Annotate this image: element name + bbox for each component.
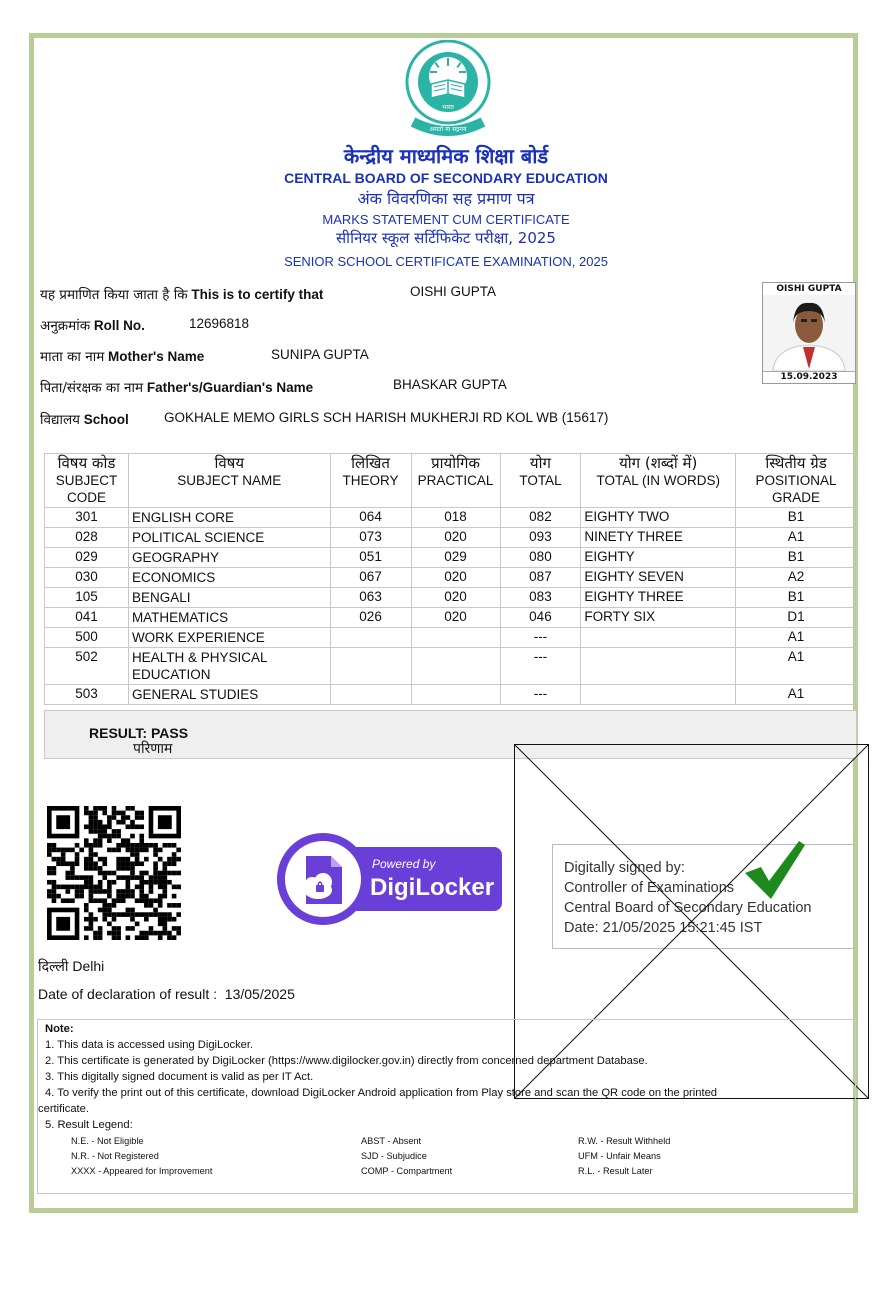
column-header: विषय कोड SUBJECT CODE (45, 454, 129, 508)
cell-name: GENERAL STUDIES (128, 685, 330, 705)
cell-practical: 029 (411, 548, 500, 568)
digilocker-name-text: DigiLocker (370, 874, 495, 901)
cell-words: EIGHTY SEVEN (581, 568, 736, 588)
legend-item: UFM - Unfair Means (578, 1151, 661, 1161)
column-header: विषय SUBJECT NAME (128, 454, 330, 508)
cell-total: 087 (500, 568, 581, 588)
school-label: विद्यालय School (40, 412, 129, 428)
cell-words: EIGHTY (581, 548, 736, 568)
cell-words (581, 685, 736, 705)
statement-title-english: MARKS STATEMENT CUM CERTIFICATE (322, 212, 570, 227)
result-text: परिणाम RESULT: PASS (89, 725, 189, 757)
table-row (45, 588, 857, 608)
roll-number: 12696818 (189, 316, 250, 331)
logo-hindi-text: भारत (442, 104, 454, 111)
note-item: 2. This certificate is generated by DigiLocker (https://www.digilocker.gov.in) directly from concerned department Database. (45, 1055, 648, 1067)
cell-practical: 018 (411, 508, 500, 528)
table-row (45, 608, 857, 628)
logo-motto: असतो मा सद्गमय (429, 126, 467, 133)
cell-grade: A1 (736, 648, 857, 685)
cell-name: ENGLISH CORE (128, 508, 330, 528)
cell-practical: 020 (411, 528, 500, 548)
cell-name: HEALTH & PHYSICAL EDUCATION (128, 648, 330, 685)
cell-practical: 020 (411, 608, 500, 628)
table-row (45, 648, 857, 685)
cell-code: 029 (45, 548, 129, 568)
cell-practical (411, 628, 500, 648)
note-item: 3. This digitally signed document is valid as per IT Act. (45, 1071, 314, 1083)
notes-box (37, 1019, 856, 1194)
cell-practical (411, 685, 500, 705)
roll-label: अनुक्रमांक Roll No. (40, 318, 145, 334)
father-label: पिता/संरक्षक का नाम Father's/Guardian's Name (40, 380, 314, 396)
cell-grade: D1 (736, 608, 857, 628)
photo-name: OISHI GUPTA (776, 284, 842, 294)
legend-item: R.L. - Result Later (578, 1166, 653, 1176)
signature-line-2: Controller of Examinations (564, 880, 735, 896)
cell-grade: A1 (736, 628, 857, 648)
cell-name: POLITICAL SCIENCE (128, 528, 330, 548)
cell-code: 500 (45, 628, 129, 648)
statement-title-hindi: अंक विवरणिका सह प्रमाण पत्र (357, 189, 535, 208)
cell-grade: B1 (736, 508, 857, 528)
cell-grade: A1 (736, 528, 857, 548)
cell-grade: A1 (736, 685, 857, 705)
cell-total: --- (500, 628, 581, 648)
column-header: योग TOTAL (500, 454, 581, 508)
column-header: लिखित THEORY (330, 454, 411, 508)
cell-grade: A2 (736, 568, 857, 588)
signature-line-4: Date: 21/05/2025 15:21:45 IST (564, 920, 763, 936)
signature-line-3: Central Board of Secondary Education (564, 900, 812, 916)
note-item: 4. To verify the print out of this certificate, download DigiLocker Android application from Play store and scan the QR code on the printed (45, 1087, 718, 1099)
table-row (45, 528, 857, 548)
exam-title-hindi: सीनियर स्कूल सर्टिफिकेट परीक्षा, 2025 (336, 229, 556, 247)
digilocker-powered-text: Powered by (372, 857, 436, 871)
cell-code: 041 (45, 608, 129, 628)
cell-practical (411, 648, 500, 685)
legend-item: ABST - Absent (361, 1136, 422, 1146)
legend-item: XXXX - Appeared for Improvement (71, 1166, 213, 1176)
cell-total: 080 (500, 548, 581, 568)
cell-code: 028 (45, 528, 129, 548)
school-name: GOKHALE MEMO GIRLS SCH HARISH MUKHERJI RD KOL WB (15617) (164, 410, 609, 425)
cell-total: 093 (500, 528, 581, 548)
cell-code: 030 (45, 568, 129, 588)
declaration-date: Date of declaration of result : 13/05/2025 (38, 986, 295, 1002)
cell-words: NINETY THREE (581, 528, 736, 548)
cell-name: GEOGRAPHY (128, 548, 330, 568)
qr-code-icon[interactable] (47, 806, 181, 940)
photo-date: 15.09.2023 (763, 371, 855, 382)
cell-name: WORK EXPERIENCE (128, 628, 330, 648)
cell-code: 105 (45, 588, 129, 608)
cell-theory (330, 685, 411, 705)
certify-label: यह प्रमाणित किया जाता है कि This is to certify that (40, 287, 324, 303)
legend-item: N.R. - Not Registered (71, 1151, 159, 1161)
cell-words (581, 648, 736, 685)
mother-name: SUNIPA GUPTA (271, 347, 369, 362)
cell-theory (330, 648, 411, 685)
table-row (45, 508, 857, 528)
legend-item: N.E. - Not Eligible (71, 1136, 144, 1146)
cell-theory: 051 (330, 548, 411, 568)
cell-theory: 026 (330, 608, 411, 628)
cell-code: 301 (45, 508, 129, 528)
cell-theory: 067 (330, 568, 411, 588)
table-row (45, 628, 857, 648)
cell-words: FORTY SIX (581, 608, 736, 628)
cell-words: EIGHTY TWO (581, 508, 736, 528)
note-item: 1. This data is accessed using DigiLocker. (45, 1039, 254, 1051)
cell-grade: B1 (736, 548, 857, 568)
cell-theory: 064 (330, 508, 411, 528)
cell-words: EIGHTY THREE (581, 588, 736, 608)
board-title-english: CENTRAL BOARD OF SECONDARY EDUCATION (284, 170, 608, 186)
cell-practical: 020 (411, 568, 500, 588)
mother-label: माता का नाम Mother's Name (40, 349, 205, 365)
note-item: 5. Result Legend: (45, 1119, 133, 1131)
board-title-hindi: केन्द्रीय माध्यमिक शिक्षा बोर्ड (343, 144, 549, 168)
cbse-logo-icon (403, 40, 493, 142)
cell-grade: B1 (736, 588, 857, 608)
place-label: दिल्ली Delhi (38, 958, 105, 975)
cell-total: --- (500, 648, 581, 685)
marks-table (44, 453, 857, 705)
signature-line-1: Digitally signed by: (564, 860, 685, 876)
legend-item: COMP - Compartment (361, 1166, 453, 1176)
cell-theory: 063 (330, 588, 411, 608)
table-row (45, 685, 857, 705)
column-header: प्रायोगिक PRACTICAL (411, 454, 500, 508)
student-name: OISHI GUPTA (410, 284, 497, 299)
cell-total: 083 (500, 588, 581, 608)
digilocker-logo-icon (276, 832, 504, 926)
cell-total: 082 (500, 508, 581, 528)
cell-total: 046 (500, 608, 581, 628)
table-row (45, 548, 857, 568)
student-portrait-icon (763, 295, 855, 371)
cell-total: --- (500, 685, 581, 705)
column-header: स्थितीय ग्रेड POSITIONAL GRADE (736, 454, 857, 508)
student-photo (762, 282, 856, 384)
column-header: योग (शब्दों में) TOTAL (IN WORDS) (581, 454, 736, 508)
cell-theory: 073 (330, 528, 411, 548)
cell-practical: 020 (411, 588, 500, 608)
cell-code: 503 (45, 685, 129, 705)
cell-words (581, 628, 736, 648)
notes-title: Note: (45, 1023, 74, 1035)
note-item: certificate. (38, 1103, 89, 1115)
cell-theory (330, 628, 411, 648)
cell-name: ECONOMICS (128, 568, 330, 588)
cell-name: BENGALI (128, 588, 330, 608)
legend-item: SJD - Subjudice (361, 1151, 427, 1161)
table-header-row (45, 454, 857, 508)
cell-name: MATHEMATICS (128, 608, 330, 628)
exam-title-english: SENIOR SCHOOL CERTIFICATE EXAMINATION, 2025 (284, 254, 608, 269)
legend-item: R.W. - Result Withheld (578, 1136, 671, 1146)
table-row (45, 568, 857, 588)
father-name: BHASKAR GUPTA (393, 377, 507, 392)
cell-code: 502 (45, 648, 129, 685)
